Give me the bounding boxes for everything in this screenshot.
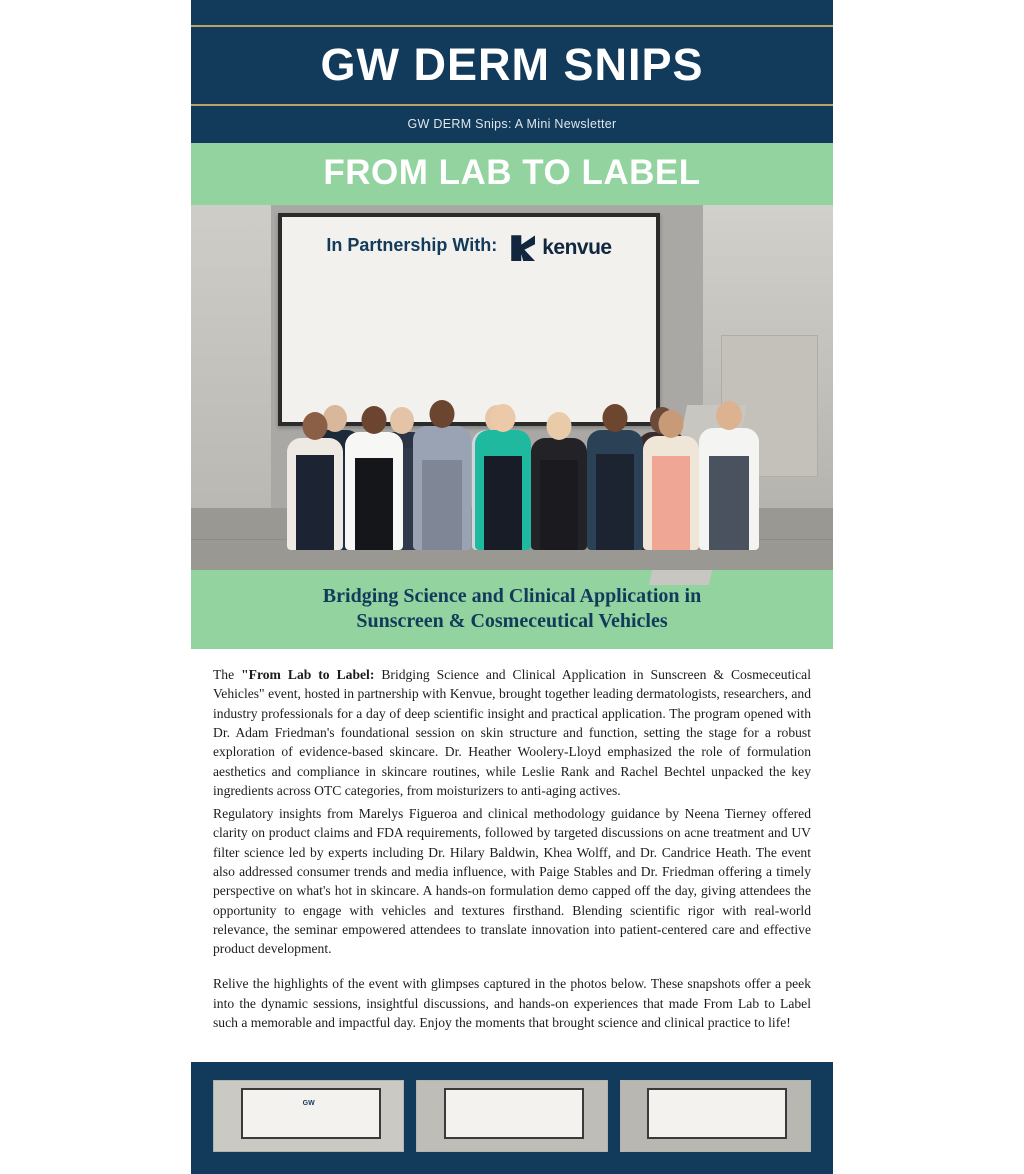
kenvue-logo	[511, 235, 611, 261]
person-front-4	[475, 338, 531, 550]
gallery-photo-3-screen	[647, 1088, 787, 1138]
gallery-photo-1	[213, 1080, 404, 1152]
newsletter-body	[191, 0, 833, 1174]
photo-gallery-band	[191, 1062, 833, 1174]
article-body	[191, 649, 833, 1062]
feature-caption-line1: Bridging Science and Clinical Application in	[322, 585, 702, 608]
paragraph-1-rest: Bridging Science and Clinical Application in Sunscreen & Cosmeceutical Vehicles" event, hosted in partnership with Kenvue, brought together leading dermatologists, researchers, and industry professionals for a day of deep scientific insight and practical application. The program opened with Dr. Adam Friedman's foundational session on skin structure and function, setting the stage for a robust exploration of evidence-based skincare. Dr. Heather Woolery-Lloyd emphasized the role of formulation aesthetics and compliance in skincare routines, while Leslie Rank and Rachel Bechtel unpacked the key ingredients across OTC categories, from moisturizers to anti-aging actives.	[213, 667, 811, 798]
feature-caption-band	[191, 570, 833, 649]
paragraph-1-lead: The	[213, 667, 242, 683]
feature-caption-line2: Sunscreen & Cosmeceutical Vehicles	[356, 609, 668, 632]
person-front-6	[587, 336, 643, 550]
article-paragraph-1	[213, 665, 811, 800]
feature-caption	[191, 570, 833, 649]
masthead	[191, 0, 833, 143]
feature-title-band	[191, 143, 833, 205]
article-paragraph-2: Regulatory insights from Marelys Figueroa and clinical methodology guidance by Neena Tierney offered clarity on product claims and FDA requirements, followed by targeted discussions on acne treatment and UV filter science led by experts including Dr. Hilary Baldwin, Khea Wolff, and Dr. Candrice Heath. The event also addressed consumer trends and media influence, with Paige Stables and Dr. Friedman offering a timely perspective on what's hot in skincare. A hands-on formulation demo capped off the day, giving attendees the opportunity to engage with vehicles and textures firsthand. Blending scientific rigor with real-world relevance, the seminar empowered attendees to translate innovation into patient-centered care and effective product development.	[213, 806, 811, 957]
gallery-photo-2	[416, 1080, 607, 1152]
person-front-8	[699, 336, 759, 550]
masthead-top-rule	[191, 0, 833, 27]
feature-title: FROM LAB TO LABEL	[323, 153, 701, 193]
gallery-photo-2-screen	[444, 1088, 584, 1138]
gallery-photo-1-screen	[241, 1088, 381, 1138]
gallery-photo-1-label: GW	[302, 1099, 315, 1107]
hero-photo	[191, 205, 833, 570]
kenvue-k-icon	[511, 235, 535, 261]
photo-gallery	[213, 1080, 811, 1152]
hero-people-group	[191, 260, 833, 550]
person-front-7	[643, 344, 699, 550]
gallery-photo-3	[620, 1080, 811, 1152]
person-front-2	[345, 342, 403, 550]
kenvue-wordmark: kenvue	[542, 236, 612, 260]
masthead-subtitle: GW DERM Snips: A Mini Newsletter	[191, 106, 833, 143]
person-front-5	[531, 350, 587, 550]
person-front-3	[413, 338, 471, 550]
article-paragraph-3: Relive the highlights of the event with glimpses captured in the photos below. These snapshots offer a peek into the dynamic sessions, insightful discussions, and hands-on experiences that made From Lab to Label such a memorable and impactful day. Enjoy the moments that brought science and clinical practice to life!	[213, 976, 811, 1031]
person-front-1	[287, 345, 343, 550]
page-title: GW DERM SNIPS	[320, 39, 704, 90]
partnership-text: In Partnership With:	[326, 235, 498, 256]
paragraph-1-bold: "From Lab to Label:	[241, 667, 375, 683]
